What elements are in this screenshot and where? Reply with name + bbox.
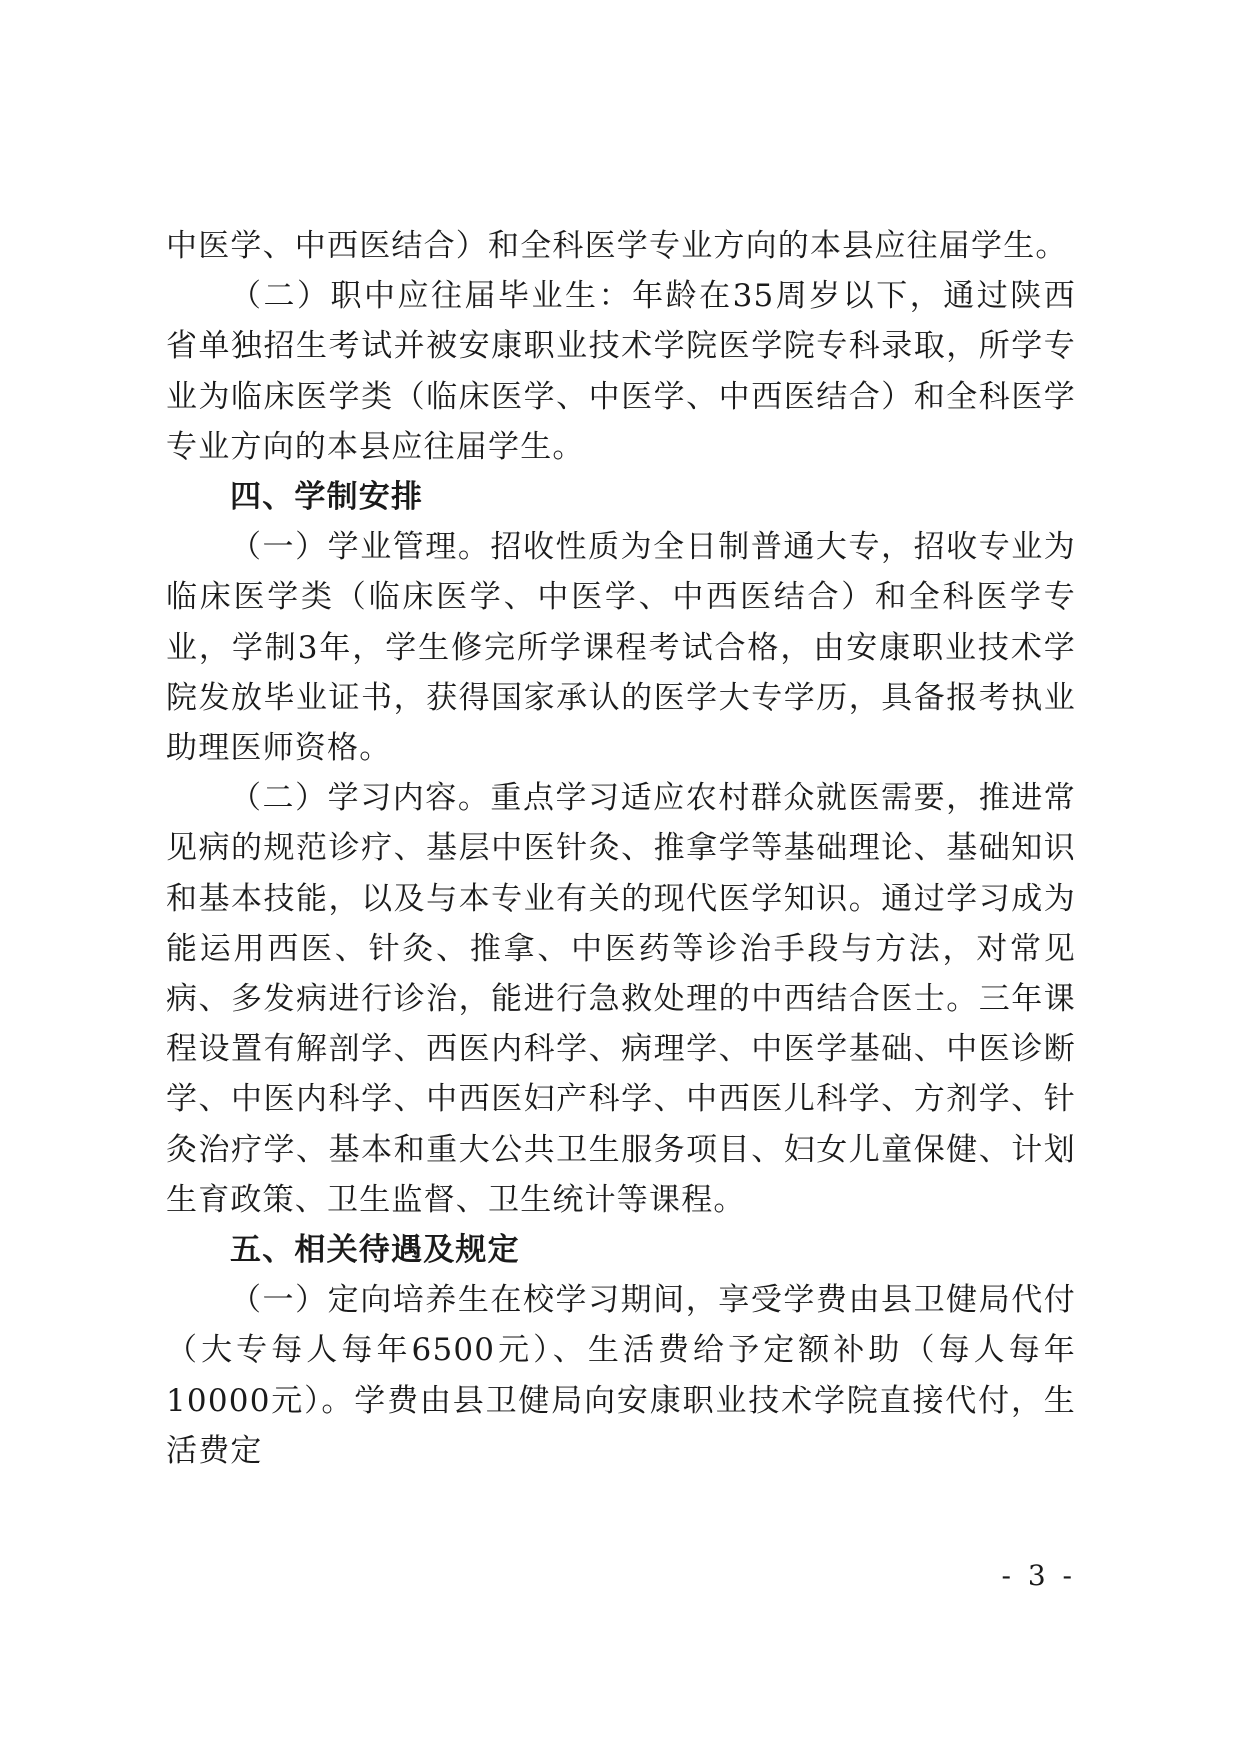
page-number: - 3 - <box>1001 1559 1076 1592</box>
paragraph-2: （二）职中应往届毕业生：年龄在35周岁以下，通过陕西省单独招生考试并被安康职业技术学院医学院专科录取，所学专业为临床医学类（临床医学、中医学、中西医结合）和全科医学专业方向的本县应往届学生。 <box>166 278 1076 465</box>
paragraph-1: 中医学、中西医结合）和全科医学专业方向的本县应往届学生。 <box>166 228 1068 264</box>
paragraph-3: （一）学业管理。招收性质为全日制普通大专，招收专业为临床医学类（临床医学、中医学、中西医结合）和全科医学专业，学制3年，学生修完所学课程考试合格，由安康职业技术学院发放毕业证书，获得国家承认的医学大专学历，具备报考执业助理医师资格。 <box>166 529 1076 767</box>
paragraph-4: （二）学习内容。重点学习适应农村群众就医需要，推进常见病的规范诊疗、基层中医针灸、推拿学等基础理论、基础知识和基本技能，以及与本专业有关的现代医学知识。通过学习成为能运用西医、针灸、推拿、中医药等诊治手段与方法，对常见病、多发病进行诊治，能进行急救处理的中西结合医士。三年课程设置有解剖学、西医内科学、病理学、中医学基础、中医诊断学、中医内科学、中西医妇产科学、中西医儿科学、方剂学、针灸治疗学、基本和重大公共卫生服务项目、妇女儿童保健、计划生育政策、卫生监督、卫生统计等课程。 <box>166 780 1076 1218</box>
document-body <box>166 221 1076 1476</box>
section-heading-5: 五、相关待遇及规定 <box>230 1232 520 1269</box>
section-heading-4: 四、学制安排 <box>230 479 424 516</box>
paragraph-5: （一）定向培养生在校学习期间，享受学费由县卫健局代付（大专每人每年6500元）、生活费给予定额补助（每人每年10000元）。学费由县卫健局向安康职业技术学院直接代付，生活费定 <box>166 1282 1076 1469</box>
